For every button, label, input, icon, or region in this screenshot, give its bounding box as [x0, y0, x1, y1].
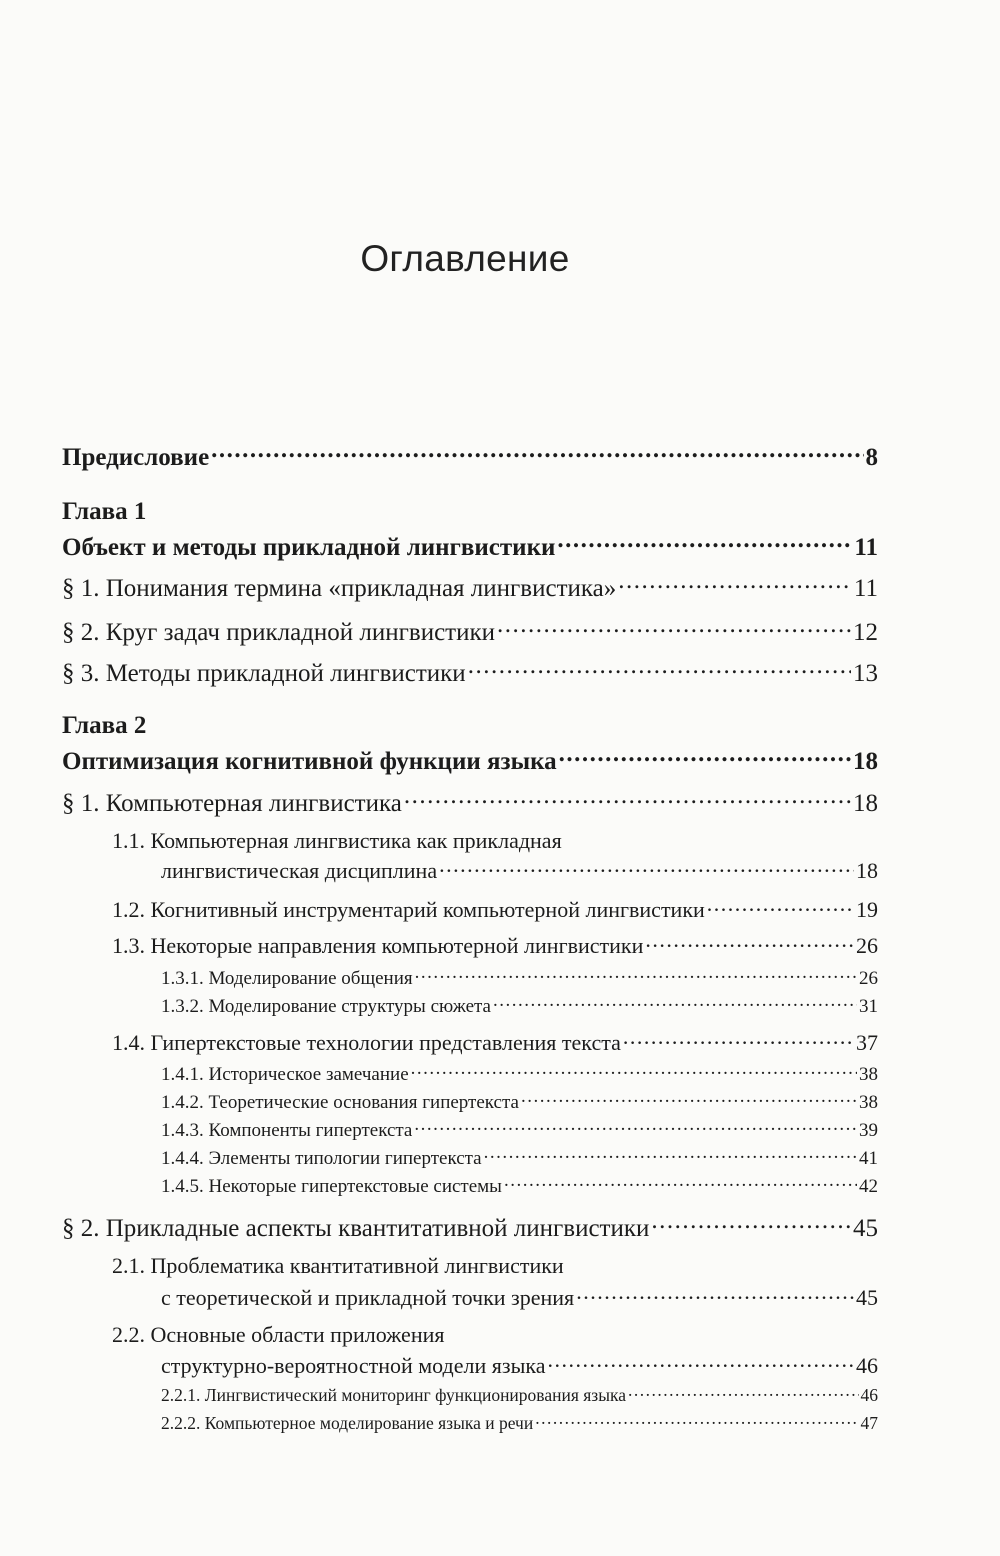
- leader-dots: [535, 1414, 858, 1432]
- leader-dots: [628, 1386, 859, 1404]
- toc-entry-chapter-title[interactable]: [62, 530, 878, 562]
- toc-entry-subsubsection[interactable]: [161, 1089, 878, 1114]
- leader-dots: [559, 749, 851, 774]
- leader-dots: [468, 661, 851, 686]
- toc-entry-page: 42: [859, 1176, 878, 1197]
- leader-dots: [211, 445, 863, 470]
- chapter-heading: Глава 1: [62, 498, 147, 525]
- toc-entry-page: 46: [856, 1353, 878, 1378]
- toc-entry-subsection[interactable]: [161, 856, 878, 884]
- leader-dots: [623, 1032, 854, 1054]
- toc-entry-page: 47: [860, 1412, 878, 1433]
- leader-dots: [439, 860, 854, 882]
- toc-entry-page: 45: [856, 1285, 878, 1310]
- toc-entry-section[interactable]: [62, 786, 878, 818]
- toc-entry-label: Объект и методы прикладной лингвистики: [62, 534, 556, 561]
- toc-entry-label: 1.4.5. Некоторые гипертекстовые системы: [161, 1176, 502, 1197]
- toc-entry-subsection[interactable]: [112, 895, 878, 923]
- toc-entry-page: 37: [856, 1030, 878, 1055]
- toc-entry-page: 11: [853, 575, 878, 602]
- toc-entry-subsection[interactable]: [161, 1351, 878, 1379]
- toc-entry-section[interactable]: [62, 615, 878, 647]
- leader-dots: [414, 1120, 857, 1139]
- toc-entry-subsubsection[interactable]: [161, 1383, 878, 1406]
- toc-entry-label: 1.2. Когнитивный инструментарий компьютерной лингвистики: [112, 897, 705, 922]
- toc-entry-label: 1.4.2. Теоретические основания гипертекста: [161, 1092, 519, 1113]
- toc-entry-page: 39: [859, 1120, 878, 1141]
- leader-dots: [645, 935, 854, 957]
- leader-dots: [557, 535, 852, 560]
- leader-dots: [618, 576, 852, 601]
- leader-dots: [404, 791, 851, 816]
- toc-entry-subsection[interactable]: [161, 1283, 878, 1311]
- toc-entry-page: 8: [865, 444, 878, 471]
- toc-entry-page: 18: [853, 790, 878, 817]
- leader-dots: [484, 1148, 857, 1167]
- toc-entry-subsubsection[interactable]: [161, 1145, 878, 1170]
- toc-entry-section[interactable]: [62, 1211, 878, 1243]
- leader-dots: [547, 1355, 854, 1377]
- toc-entry-line: 2.2. Основные области приложения: [112, 1322, 445, 1347]
- leader-dots: [415, 968, 857, 987]
- toc-entry-line: 1.1. Компьютерная лингвистика как прикладная: [112, 828, 562, 853]
- toc-entry-subsubsection[interactable]: [161, 993, 878, 1018]
- toc-entry-subsubsection[interactable]: [161, 1061, 878, 1086]
- toc-entry-subsubsection[interactable]: [161, 965, 878, 990]
- leader-dots: [521, 1092, 857, 1111]
- toc-entry-page: 26: [856, 933, 878, 958]
- toc-entry-page: 13: [853, 660, 878, 687]
- toc-entry-label: § 3. Методы прикладной лингвистики: [62, 660, 466, 687]
- leader-dots: [504, 1176, 857, 1195]
- leader-dots: [411, 1064, 857, 1083]
- toc-entry-page: 18: [856, 858, 878, 883]
- toc-entry-label: § 2. Прикладные аспекты квантитативной лингвистики: [62, 1215, 650, 1242]
- leader-dots: [707, 899, 854, 921]
- toc-entry-page: 45: [853, 1215, 878, 1242]
- page-title: Оглавление: [360, 238, 570, 279]
- toc-entry-line: 2.1. Проблематика квантитативной лингвистики: [112, 1253, 564, 1278]
- toc-entry-label: 1.3.1. Моделирование общения: [161, 968, 413, 989]
- toc-entry-chapter-title[interactable]: [62, 744, 878, 776]
- toc-entry-label: 2.2.1. Лингвистический мониторинг функционирования языка: [161, 1384, 626, 1405]
- toc-entry-label: Оптимизация когнитивной функции языка: [62, 748, 557, 775]
- toc-entry-page: 26: [859, 968, 878, 989]
- toc-entry-section[interactable]: [62, 656, 878, 688]
- toc-entry-label: Предисловие: [62, 444, 210, 471]
- toc-entry-label: 1.4.4. Элементы типологии гипертекста: [161, 1148, 482, 1169]
- toc-entry-subsection[interactable]: [112, 1028, 878, 1056]
- toc-entry-label: с теоретической и прикладной точки зрения: [161, 1285, 575, 1310]
- chapter-heading: Глава 2: [62, 712, 147, 739]
- toc-entry-page: 31: [859, 996, 878, 1017]
- toc-entry-page: 19: [856, 897, 878, 922]
- toc-entry-label: 1.4. Гипертекстовые технологии представления текста: [112, 1030, 621, 1055]
- toc-entry-subsubsection[interactable]: [161, 1411, 878, 1434]
- toc-entry-page: 41: [859, 1148, 878, 1169]
- toc-entry-preface[interactable]: [62, 440, 878, 472]
- leader-dots: [576, 1287, 854, 1309]
- toc-entry-label: 1.4.1. Историческое замечание: [161, 1064, 409, 1085]
- toc-entry-page: 46: [860, 1384, 878, 1405]
- toc-entry-page: 38: [859, 1092, 878, 1113]
- toc-entry-label: § 1. Понимания термина «прикладная лингвистика»: [62, 575, 617, 602]
- toc-entry-label: 2.2.2. Компьютерное моделирование языка и речи: [161, 1412, 534, 1433]
- leader-dots: [497, 620, 851, 645]
- toc-entry-page: 38: [859, 1064, 878, 1085]
- toc-entry-label: 1.3. Некоторые направления компьютерной лингвистики: [112, 933, 644, 958]
- toc-entry-label: 1.3.2. Моделирование структуры сюжета: [161, 996, 491, 1017]
- toc-entry-label: § 1. Компьютерная лингвистика: [62, 790, 402, 817]
- toc-entry-subsubsection[interactable]: [161, 1117, 878, 1142]
- toc-entry-page: 11: [854, 534, 878, 561]
- toc-entry-subsubsection[interactable]: [161, 1173, 878, 1198]
- toc-entry-page: 12: [853, 619, 878, 646]
- leader-dots: [493, 996, 857, 1015]
- toc-entry-page: 18: [853, 748, 878, 775]
- toc-entry-label: § 2. Круг задач прикладной лингвистики: [62, 619, 496, 646]
- leader-dots: [651, 1216, 851, 1241]
- toc-entry-label: структурно-вероятностной модели языка: [161, 1353, 546, 1378]
- toc-entry-subsection[interactable]: [112, 931, 878, 959]
- toc-entry-label: лингвистическая дисциплина: [161, 858, 438, 883]
- toc-entry-label: 1.4.3. Компоненты гипертекста: [161, 1120, 413, 1141]
- toc-entry-section[interactable]: [62, 571, 878, 603]
